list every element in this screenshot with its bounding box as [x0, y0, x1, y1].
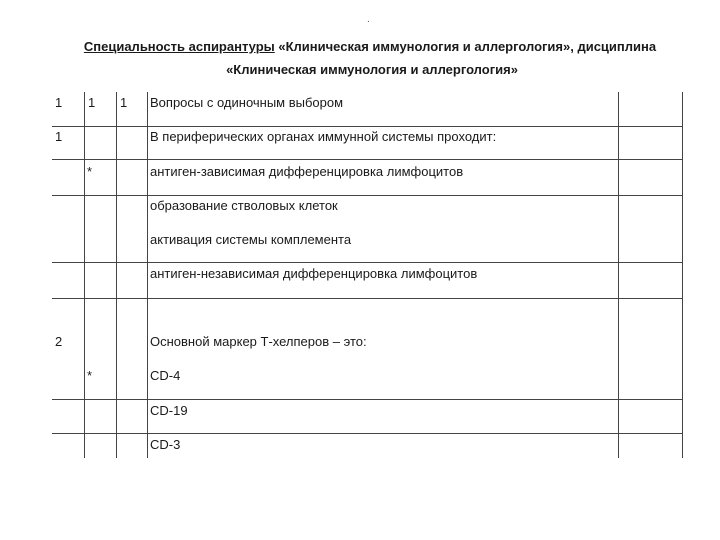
correct-answer-marker: * [87, 368, 93, 383]
table-column-divider [147, 92, 148, 458]
answer-option: активация системы комплемента [150, 232, 352, 247]
answer-option: CD-3 [150, 437, 181, 452]
answer-option: CD-4 [150, 368, 181, 383]
answer-option: CD-19 [150, 403, 188, 418]
question-text: В периферических органах иммунной системы проходит: [150, 129, 497, 144]
table-column-divider [84, 92, 85, 458]
question-number: 1 [55, 129, 63, 144]
answer-option: антиген-независимая дифференцировка лимфоцитов [150, 266, 478, 281]
specialty-name: «Клиническая иммунология и аллергология», дисциплина [274, 39, 657, 54]
table-cell-number: 1 [88, 95, 96, 110]
answer-option: антиген-зависимая дифференцировка лимфоцитов [150, 164, 464, 179]
table-column-divider [618, 92, 619, 458]
specialty-label: Специальность аспирантуры [83, 39, 275, 54]
table-column-divider [116, 92, 117, 458]
section-heading: Вопросы с одиночным выбором [150, 95, 344, 110]
question-text: Основной маркер Т-хелперов – это: [150, 334, 367, 349]
correct-answer-marker: * [87, 164, 93, 179]
table-cell-number: 1 [120, 95, 128, 110]
answer-option: образование стволовых клеток [150, 198, 338, 213]
question-number: 2 [55, 334, 63, 349]
table-column-divider [682, 92, 683, 458]
page-marker-dot: . [367, 14, 370, 25]
table-cell-number: 1 [55, 95, 63, 110]
document-title-line-2: «Клиническая иммунология и аллергология» [226, 62, 518, 77]
